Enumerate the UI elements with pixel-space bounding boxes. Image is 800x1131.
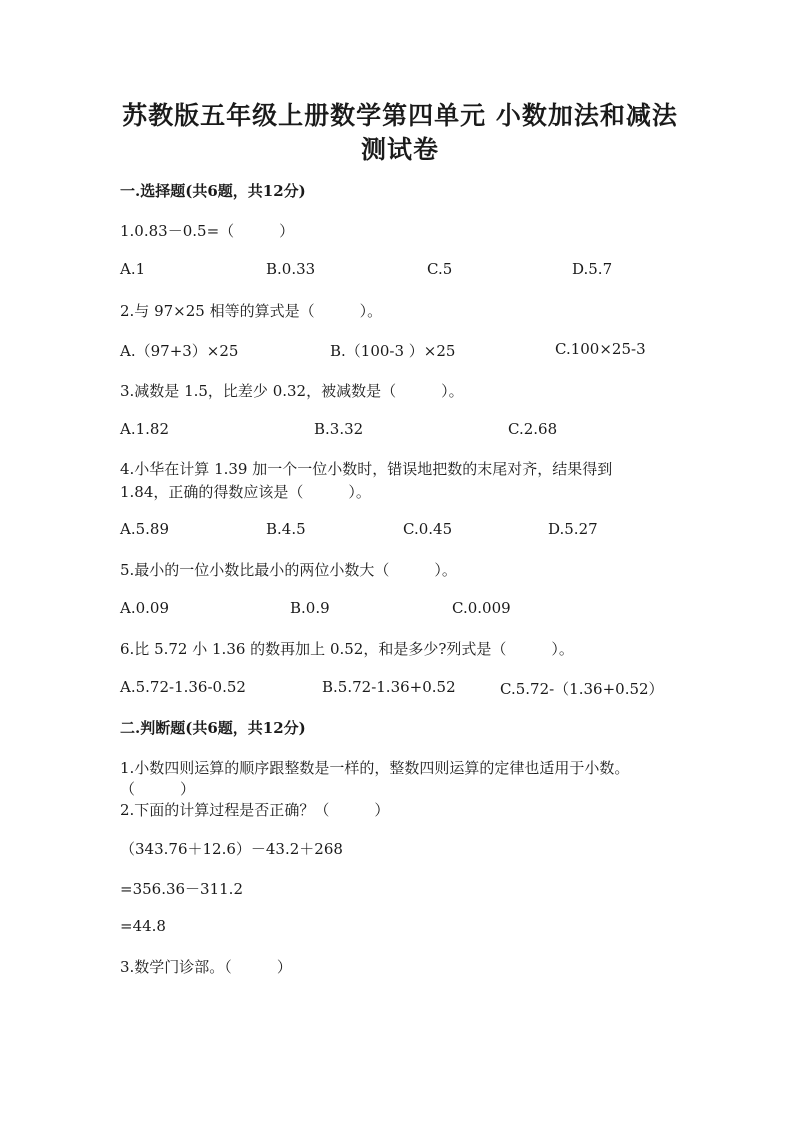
q1-option-b: B.0.33: [266, 260, 316, 278]
q4-option-a: A.5.89: [120, 520, 169, 538]
q6-option-a: A.5.72-1.36-0.52: [120, 678, 246, 696]
q5-option-b: B.0.9: [290, 599, 330, 617]
q4-option-b: B.4.5: [266, 520, 306, 538]
q1-option-c: C.5: [427, 260, 453, 278]
q2-option-c: C.100×25-3: [555, 340, 646, 358]
question-5: 5.最小的一位小数比最小的两位小数大（ ）。: [120, 561, 457, 579]
question-2: 2.与 97×25 相等的算式是（ ）。: [120, 302, 383, 320]
q5-option-a: A.0.09: [120, 599, 169, 617]
q3-option-c: C.2.68: [508, 420, 558, 438]
judgement-2-step-2: =356.36－311.2: [120, 880, 243, 898]
q3-option-a: A.1.82: [120, 420, 169, 438]
q1-option-a: A.1: [120, 260, 146, 278]
judgement-1-line-1: 1.小数四则运算的顺序跟整数是一样的，整数四则运算的定律也适用于小数。: [120, 759, 630, 777]
q6-option-c: C.5.72-（1.36+0.52）: [500, 680, 664, 698]
section-heading-choice: 一.选择题(共6题，共12分): [120, 182, 306, 200]
q2-option-b: B.（100-3 ）×25: [330, 342, 456, 360]
judgement-2-step-3: =44.8: [120, 917, 166, 935]
q1-option-d: D.5.7: [572, 260, 613, 278]
section-heading-judgement: 二.判断题(共6题，共12分): [120, 719, 306, 737]
question-4-line-1: 4.小华在计算 1.39 加一个一位小数时，错误地把数的末尾对齐，结果得到: [120, 460, 613, 478]
q4-option-d: D.5.27: [548, 520, 598, 538]
q6-option-b: B.5.72-1.36+0.52: [322, 678, 456, 696]
q2-option-a: A.（97+3）×25: [120, 342, 239, 360]
judgement-1-line-2: （ ）: [120, 780, 196, 798]
judgement-3: 3.数学门诊部。（ ）: [120, 958, 292, 976]
question-6: 6.比 5.72 小 1.36 的数再加上 0.52，和是多少?列式是（ ）。: [120, 640, 574, 658]
q5-option-c: C.0.009: [452, 599, 511, 617]
title-line-2: 测试卷: [360, 135, 439, 164]
question-3: 3.减数是 1.5，比差少 0.32，被减数是（ ）。: [120, 382, 464, 400]
q3-option-b: B.3.32: [314, 420, 364, 438]
question-4-line-2: 1.84，正确的得数应该是（ ）。: [120, 483, 371, 501]
judgement-2: 2.下面的计算过程是否正确？（ ）: [120, 801, 390, 819]
judgement-2-step-1: （343.76＋12.6）－43.2＋268: [120, 840, 343, 858]
q4-option-c: C.0.45: [403, 520, 453, 538]
question-1: 1.0.83－0.5=（ ）: [120, 222, 295, 240]
title-line-1: 苏教版五年级上册数学第四单元 小数加法和减法: [122, 101, 678, 130]
